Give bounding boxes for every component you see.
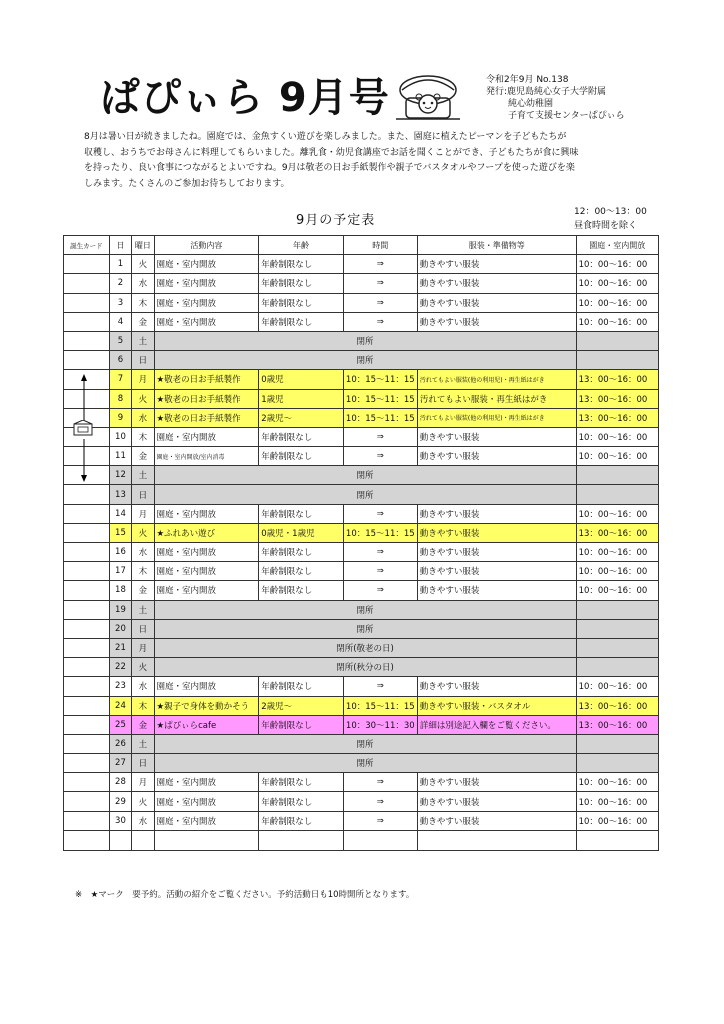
age-cell: 年齢制限なし — [259, 504, 343, 523]
weekday-cell: 月 — [132, 504, 154, 523]
items-cell: 汚れてもよい服装(他の利用児)・再生紙はがき — [417, 408, 576, 427]
col-header: 誕生カード — [64, 236, 110, 255]
birthday-card-cell — [64, 523, 110, 542]
items-cell: 汚れてもよい服装(他の利用児)・再生紙はがき — [417, 370, 576, 389]
blank-cell — [154, 830, 259, 850]
open-hours-cell — [576, 331, 658, 350]
day-cell: 28 — [109, 773, 131, 792]
col-header: 園庭・室内開放 — [576, 236, 658, 255]
weekday-cell: 土 — [132, 466, 154, 485]
col-header: 日 — [109, 236, 131, 255]
age-cell: 年齢制限なし — [259, 447, 343, 466]
table-row — [64, 331, 659, 350]
open-hours-cell — [576, 600, 658, 619]
day-cell: 3 — [109, 293, 131, 312]
day-cell: 12 — [109, 466, 131, 485]
age-cell: 年齢制限なし — [259, 427, 343, 446]
activity-cell: 園庭・室内開放/室内消毒 — [154, 447, 259, 466]
schedule-table — [63, 235, 659, 851]
time-cell: 10：30～11：30 — [343, 715, 417, 734]
intro-line: 収穫し、おうちでお母さんに料理してもらいました。離乳食・幼児食講座でお話を聞くことができ、子どもたちが食に興味 — [84, 147, 579, 158]
age-cell: 年齢制限なし — [259, 581, 343, 600]
col-header: 服装・準備物等 — [417, 236, 576, 255]
age-cell: 年齢制限なし — [259, 811, 343, 830]
day-cell: 27 — [109, 754, 131, 773]
open-hours-cell: 10：00～16：00 — [576, 255, 658, 274]
time-cell: ⇒ — [343, 811, 417, 830]
weekday-cell: 日 — [132, 619, 154, 638]
table-row — [64, 811, 659, 830]
open-hours-cell — [576, 485, 658, 504]
intro-line: 8月は暑い日が続きましたね。園庭では、金魚すくい遊びを楽しみました。また、園庭に植えたピーマンを子どもたちが — [84, 132, 567, 142]
day-cell: 18 — [109, 581, 131, 600]
schedule-title: 9月の予定表 — [296, 213, 376, 228]
closed-label-cell: 閉所 — [154, 619, 576, 638]
items-cell: 動きやすい服装・バスタオル — [417, 696, 576, 715]
table-row — [64, 293, 659, 312]
open-hours-cell: 10：00～16：00 — [576, 811, 658, 830]
weekday-cell: 日 — [132, 351, 154, 370]
open-hours-cell: 13：00～16：00 — [576, 370, 658, 389]
weekday-cell: 金 — [132, 715, 154, 734]
lunch-time-note — [574, 205, 647, 233]
table-row — [64, 581, 659, 600]
day-cell: 9 — [109, 408, 131, 427]
activity-cell: 園庭・室内開放 — [154, 274, 259, 293]
weekday-cell: 木 — [132, 562, 154, 581]
table-row — [64, 562, 659, 581]
weekday-cell: 火 — [132, 523, 154, 542]
closed-label-cell: 閉所 — [154, 485, 576, 504]
card-icon — [72, 420, 94, 436]
open-hours-cell: 10：00～16：00 — [576, 274, 658, 293]
weekday-cell: 水 — [132, 408, 154, 427]
time-cell: ⇒ — [343, 293, 417, 312]
time-cell: ⇒ — [343, 792, 417, 811]
birthday-card-cell — [64, 581, 110, 600]
items-cell: 動きやすい服装 — [417, 504, 576, 523]
schedule-body — [64, 255, 659, 851]
weekday-cell: 月 — [132, 638, 154, 657]
items-cell: 動きやすい服装 — [417, 447, 576, 466]
table-row — [64, 312, 659, 331]
weekday-cell: 水 — [132, 543, 154, 562]
birthday-card-cell — [64, 543, 110, 562]
day-cell: 29 — [109, 792, 131, 811]
closed-label-cell: 閉所 — [154, 351, 576, 370]
open-hours-cell: 10：00～16：00 — [576, 427, 658, 446]
birthday-card-cell — [64, 274, 110, 293]
birthday-card-cell — [64, 638, 110, 657]
birthday-card-cell — [64, 504, 110, 523]
weekday-cell: 水 — [132, 811, 154, 830]
items-cell: 動きやすい服装 — [417, 293, 576, 312]
weekday-cell: 金 — [132, 581, 154, 600]
table-row — [64, 677, 659, 696]
day-cell: 22 — [109, 658, 131, 677]
birthday-card-cell — [64, 792, 110, 811]
time-cell: ⇒ — [343, 562, 417, 581]
day-cell: 14 — [109, 504, 131, 523]
open-hours-cell: 10：00～16：00 — [576, 543, 658, 562]
items-cell: 動きやすい服装 — [417, 773, 576, 792]
day-cell: 20 — [109, 619, 131, 638]
open-hours-cell: 10：00～16：00 — [576, 293, 658, 312]
open-hours-cell — [576, 658, 658, 677]
items-cell: 動きやすい服装 — [417, 523, 576, 542]
time-cell: ⇒ — [343, 581, 417, 600]
lunch-time: 12：00～13：00 — [574, 207, 647, 217]
activity-cell: 園庭・室内開放 — [154, 543, 259, 562]
time-cell: 10：15～11：15 — [343, 370, 417, 389]
activity-cell: 園庭・室内開放 — [154, 773, 259, 792]
day-cell: 4 — [109, 312, 131, 331]
age-cell: 年齢制限なし — [259, 715, 343, 734]
age-cell: 2歳児～ — [259, 696, 343, 715]
items-cell: 動きやすい服装 — [417, 811, 576, 830]
activity-cell: 園庭・室内開放 — [154, 581, 259, 600]
issue-line: 令和2年9月 No.138 — [486, 75, 569, 85]
intro-line: しみます。たくさんのご参加お待ちしております。 — [84, 178, 290, 189]
time-cell: ⇒ — [343, 274, 417, 293]
activity-cell: ★敬老の日お手紙製作 — [154, 370, 259, 389]
blank-cell — [576, 830, 658, 850]
footnote: ※ ★マーク 要予約。活動の紹介をご覧ください。予約活動日も10時開所となります。 — [75, 890, 415, 900]
items-cell: 動きやすい服装 — [417, 274, 576, 293]
weekday-cell: 木 — [132, 293, 154, 312]
birthday-card-cell — [64, 600, 110, 619]
activity-cell: ★ぱぴぃらcafe — [154, 715, 259, 734]
open-hours-cell: 10：00～16：00 — [576, 504, 658, 523]
birthday-card-cell — [64, 754, 110, 773]
birthday-card-cell — [64, 715, 110, 734]
open-hours-cell: 10：00～16：00 — [576, 581, 658, 600]
col-header: 曜日 — [132, 236, 154, 255]
weekday-cell: 土 — [132, 600, 154, 619]
mascot-illustration-icon — [392, 72, 464, 122]
day-cell: 8 — [109, 389, 131, 408]
age-cell: 2歳児～ — [259, 408, 343, 427]
table-row — [64, 485, 659, 504]
day-cell: 7 — [109, 370, 131, 389]
age-cell: 年齢制限なし — [259, 543, 343, 562]
open-hours-cell — [576, 619, 658, 638]
day-cell: 17 — [109, 562, 131, 581]
table-row — [64, 255, 659, 274]
day-cell: 6 — [109, 351, 131, 370]
col-header: 活動内容 — [154, 236, 259, 255]
publisher-line-3: 子育て支援センターぱぴぃら — [508, 111, 625, 121]
day-cell: 19 — [109, 600, 131, 619]
blank-cell — [109, 830, 131, 850]
table-row — [64, 600, 659, 619]
age-cell: 年齢制限なし — [259, 312, 343, 331]
activity-cell: 園庭・室内開放 — [154, 427, 259, 446]
age-cell: 年齢制限なし — [259, 677, 343, 696]
weekday-cell: 水 — [132, 274, 154, 293]
age-cell: 年齢制限なし — [259, 792, 343, 811]
open-hours-cell: 13：00～16：00 — [576, 408, 658, 427]
publisher-line-2: 純心幼稚園 — [508, 99, 554, 109]
closed-label-cell: 閉所 — [154, 331, 576, 350]
table-row — [64, 658, 659, 677]
items-cell: 動きやすい服装 — [417, 581, 576, 600]
open-hours-cell — [576, 638, 658, 657]
weekday-cell: 金 — [132, 447, 154, 466]
activity-cell: 園庭・室内開放 — [154, 677, 259, 696]
age-cell: 0歳児・1歳児 — [259, 523, 343, 542]
table-row-blank — [64, 830, 659, 850]
items-cell: 動きやすい服装 — [417, 792, 576, 811]
day-cell: 26 — [109, 734, 131, 753]
blank-cell — [417, 830, 576, 850]
day-cell: 21 — [109, 638, 131, 657]
birthday-card-cell — [64, 734, 110, 753]
time-cell: 10：15～11：15 — [343, 696, 417, 715]
weekday-cell: 火 — [132, 792, 154, 811]
age-cell: 年齢制限なし — [259, 773, 343, 792]
day-cell: 13 — [109, 485, 131, 504]
time-cell: ⇒ — [343, 447, 417, 466]
table-row — [64, 427, 659, 446]
activity-cell: 園庭・室内開放 — [154, 562, 259, 581]
birthday-card-cell — [64, 312, 110, 331]
day-cell: 23 — [109, 677, 131, 696]
intro-line: を持ったり、良い食事につながるとよいですね。9月は敬老の日お手紙製作や親子でバスタオルやフープを使った遊びを楽 — [84, 163, 575, 173]
age-cell: 年齢制限なし — [259, 255, 343, 274]
table-row — [64, 274, 659, 293]
items-cell: 動きやすい服装 — [417, 255, 576, 274]
table-row — [64, 370, 659, 389]
time-cell: ⇒ — [343, 543, 417, 562]
col-header: 年齢 — [259, 236, 343, 255]
weekday-cell: 土 — [132, 734, 154, 753]
table-row — [64, 408, 659, 427]
time-cell: ⇒ — [343, 504, 417, 523]
table-row — [64, 389, 659, 408]
birthday-card-cell — [64, 331, 110, 350]
items-cell: 汚れてもよい服装・再生紙はがき — [417, 389, 576, 408]
table-row — [64, 504, 659, 523]
closed-label-cell: 閉所 — [154, 734, 576, 753]
time-cell: ⇒ — [343, 312, 417, 331]
weekday-cell: 日 — [132, 485, 154, 504]
publisher-line-1: 発行:鹿児島純心女子大学附属 — [486, 87, 607, 97]
open-hours-cell: 10：00～16：00 — [576, 562, 658, 581]
birthday-card-cell — [64, 485, 110, 504]
birthday-card-cell — [64, 255, 110, 274]
blank-cell — [132, 830, 154, 850]
activity-cell: 園庭・室内開放 — [154, 792, 259, 811]
age-cell: 年齢制限なし — [259, 274, 343, 293]
col-header: 時間 — [343, 236, 417, 255]
weekday-cell: 木 — [132, 696, 154, 715]
activity-cell: ★親子で身体を動かそう — [154, 696, 259, 715]
table-row — [64, 792, 659, 811]
birthday-card-cell — [64, 696, 110, 715]
intro-paragraph — [84, 130, 644, 192]
table-row — [64, 754, 659, 773]
closed-label-cell: 閉所 — [154, 754, 576, 773]
birthday-card-cell — [64, 773, 110, 792]
birthday-card-cell — [64, 677, 110, 696]
birthday-card-cell — [64, 562, 110, 581]
newsletter-title: ぱぴぃら 9月号 — [100, 75, 390, 121]
blank-cell — [343, 830, 417, 850]
open-hours-cell: 13：00～16：00 — [576, 696, 658, 715]
open-hours-cell — [576, 351, 658, 370]
weekday-cell: 土 — [132, 331, 154, 350]
day-cell: 2 — [109, 274, 131, 293]
activity-cell: 園庭・室内開放 — [154, 312, 259, 331]
weekday-cell: 月 — [132, 773, 154, 792]
open-hours-cell: 10：00～16：00 — [576, 447, 658, 466]
open-hours-cell: 10：00～16：00 — [576, 792, 658, 811]
time-cell: ⇒ — [343, 773, 417, 792]
items-cell: 動きやすい服装 — [417, 427, 576, 446]
open-hours-cell: 13：00～16：00 — [576, 389, 658, 408]
age-cell: 年齢制限なし — [259, 293, 343, 312]
time-cell: 10：15～11：15 — [343, 523, 417, 542]
items-cell: 動きやすい服装 — [417, 562, 576, 581]
time-cell: 10：15～11：15 — [343, 389, 417, 408]
birthday-card-cell — [64, 658, 110, 677]
birthday-card-cell — [64, 811, 110, 830]
lunch-note: 昼食時間を除く — [574, 221, 638, 231]
age-cell: 0歳児 — [259, 370, 343, 389]
time-cell: ⇒ — [343, 255, 417, 274]
blank-cell — [259, 830, 343, 850]
weekday-cell: 水 — [132, 677, 154, 696]
weekday-cell: 月 — [132, 370, 154, 389]
weekday-cell: 金 — [132, 312, 154, 331]
activity-cell: ★敬老の日お手紙製作 — [154, 408, 259, 427]
table-row — [64, 351, 659, 370]
time-cell: ⇒ — [343, 677, 417, 696]
items-cell: 詳細は別途記入欄をご覧ください。 — [417, 715, 576, 734]
day-cell: 5 — [109, 331, 131, 350]
activity-cell: 園庭・室内開放 — [154, 811, 259, 830]
table-row — [64, 638, 659, 657]
day-cell: 30 — [109, 811, 131, 830]
time-cell: 10：15～11：15 — [343, 408, 417, 427]
activity-cell: 園庭・室内開放 — [154, 293, 259, 312]
open-hours-cell — [576, 754, 658, 773]
publication-info — [486, 74, 625, 122]
items-cell: 動きやすい服装 — [417, 677, 576, 696]
closed-label-cell: 閉所 — [154, 600, 576, 619]
table-row — [64, 447, 659, 466]
open-hours-cell: 10：00～16：00 — [576, 773, 658, 792]
closed-label-cell: 閉所(秋分の日) — [154, 658, 576, 677]
closed-label-cell: 閉所 — [154, 466, 576, 485]
weekday-cell: 火 — [132, 658, 154, 677]
birthday-card-cell — [64, 351, 110, 370]
activity-cell: ★ふれあい遊び — [154, 523, 259, 542]
table-row — [64, 773, 659, 792]
blank-cell — [64, 830, 110, 850]
items-cell: 動きやすい服装 — [417, 543, 576, 562]
table-row — [64, 619, 659, 638]
table-row — [64, 715, 659, 734]
weekday-cell: 火 — [132, 389, 154, 408]
day-cell: 1 — [109, 255, 131, 274]
day-cell: 25 — [109, 715, 131, 734]
table-row — [64, 523, 659, 542]
closed-label-cell: 閉所(敬老の日) — [154, 638, 576, 657]
day-cell: 16 — [109, 543, 131, 562]
weekday-cell: 木 — [132, 427, 154, 446]
open-hours-cell — [576, 734, 658, 753]
day-cell: 15 — [109, 523, 131, 542]
table-row — [64, 543, 659, 562]
open-hours-cell: 10：00～16：00 — [576, 677, 658, 696]
age-cell: 年齢制限なし — [259, 562, 343, 581]
weekday-cell: 火 — [132, 255, 154, 274]
schedule-header-row — [64, 236, 659, 255]
table-row — [64, 696, 659, 715]
activity-cell: 園庭・室内開放 — [154, 255, 259, 274]
age-cell: 1歳児 — [259, 389, 343, 408]
open-hours-cell — [576, 466, 658, 485]
day-cell: 11 — [109, 447, 131, 466]
activity-cell: ★敬老の日お手紙製作 — [154, 389, 259, 408]
activity-cell: 園庭・室内開放 — [154, 504, 259, 523]
time-cell: ⇒ — [343, 427, 417, 446]
birthday-card-cell — [64, 293, 110, 312]
open-hours-cell: 13：00～16：00 — [576, 715, 658, 734]
birthday-card-cell — [64, 619, 110, 638]
items-cell: 動きやすい服装 — [417, 312, 576, 331]
day-cell: 10 — [109, 427, 131, 446]
open-hours-cell: 10：00～16：00 — [576, 312, 658, 331]
table-row — [64, 466, 659, 485]
day-cell: 24 — [109, 696, 131, 715]
open-hours-cell: 13：00～16：00 — [576, 523, 658, 542]
weekday-cell: 日 — [132, 754, 154, 773]
table-row — [64, 734, 659, 753]
